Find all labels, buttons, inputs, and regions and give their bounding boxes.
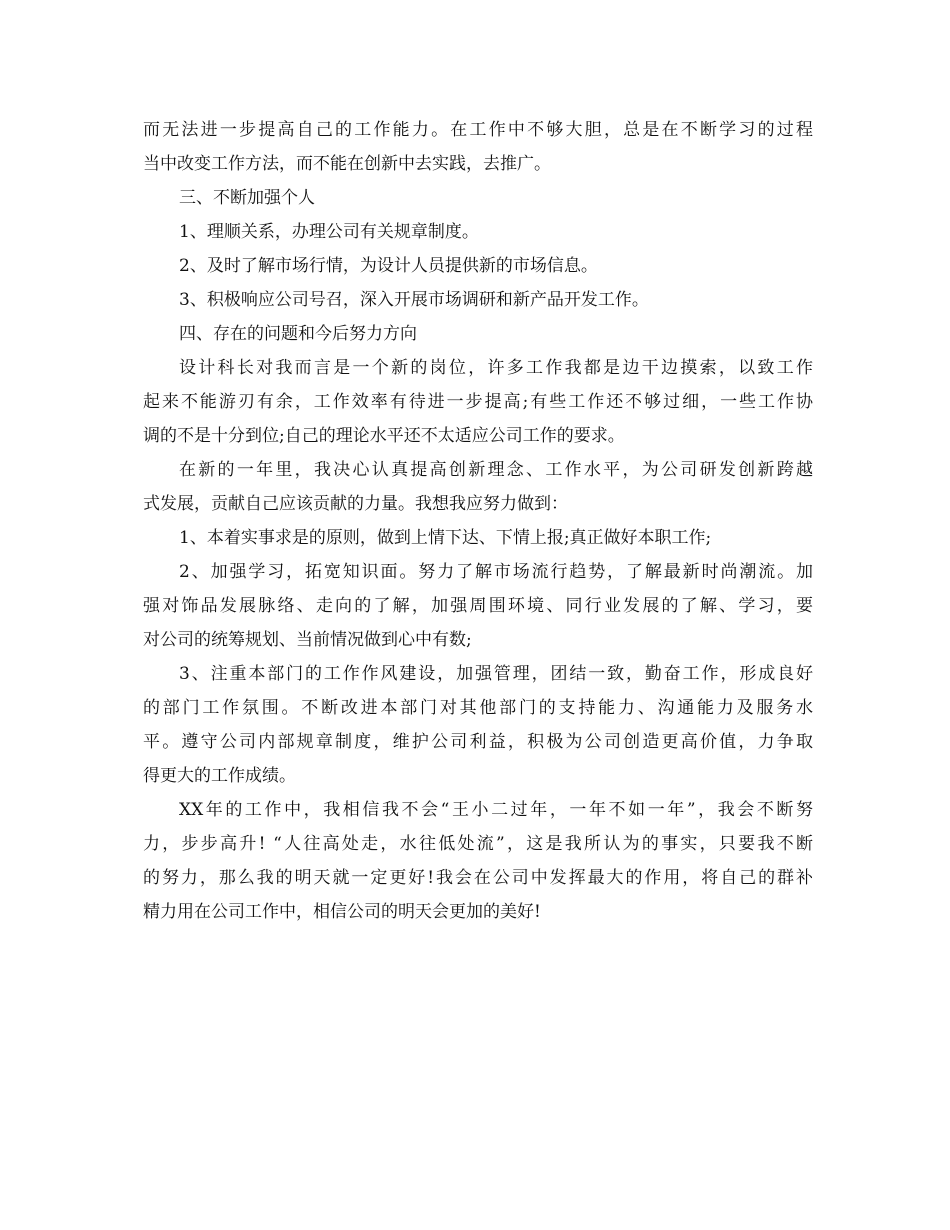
text-line: 得更大的工作成绩。 <box>143 766 296 786</box>
text-line: XX年的工作中，我相信我不会“王小二过年，一年不如一年”，我会不断努 <box>179 800 813 820</box>
text-line: 2、加强学习，拓宽知识面。努力了解市场流行趋势，了解最新时尚潮流。加 <box>179 562 813 582</box>
text-line: 调的不是十分到位;自己的理论水平还不太适应公司工作的要求。 <box>143 426 625 446</box>
text-line: 精力用在公司工作中，相信公司的明天会更加的美好! <box>143 902 541 922</box>
paragraph <box>143 351 813 453</box>
paragraph-continuation <box>143 113 813 181</box>
list-item <box>143 657 813 793</box>
text-line: 强对饰品发展脉络、走向的了解，加强周围环境、同行业发展的了解、学习，要 <box>143 596 813 616</box>
list-item: 2、及时了解市场行情，为设计人员提供新的市场信息。 <box>179 256 598 276</box>
list-item: 3、积极响应公司号召，深入开展市场调研和新产品开发工作。 <box>179 290 649 310</box>
text-line: 式发展，贡献自己应该贡献的力量。我想我应努力做到： <box>143 494 568 514</box>
list-item: 1、本着实事求是的原则，做到上情下达、下情上报;真正做好本职工作; <box>179 528 712 548</box>
text-line: 对公司的统筹规划、当前情况做到心中有数; <box>143 630 472 650</box>
text-line: 而无法进一步提高自己的工作能力。在工作中不够大胆，总是在不断学习的过程 <box>143 120 813 140</box>
list-item: 1、理顺关系，办理公司有关规章制度。 <box>179 222 479 242</box>
section-heading-4: 四、存在的问题和今后努力方向 <box>179 324 417 344</box>
text-line: 的部门工作氛围。不断改进本部门对其他部门的支持能力、沟通能力及服务水 <box>143 698 813 718</box>
list-item <box>143 555 813 657</box>
text-line: 起来不能游刃有余，工作效率有待进一步提高;有些工作还不够过细，一些工作协 <box>143 392 813 412</box>
section-heading-3: 三、不断加强个人 <box>179 188 315 208</box>
document-body <box>143 113 813 929</box>
text-line: 在新的一年里，我决心认真提高创新理念、工作水平，为公司研发创新跨越 <box>179 460 813 480</box>
paragraph <box>143 793 813 929</box>
text-line: 的努力，那么我的明天就一定更好!我会在公司中发挥最大的作用，将自己的群补 <box>143 868 813 888</box>
text-line: 力，步步高升! “人往高处走，水往低处流”，这是我所认为的事实，只要我不断 <box>143 834 813 854</box>
paragraph <box>143 453 813 521</box>
text-line: 当中改变工作方法，而不能在创新中去实践，去推广。 <box>143 154 551 174</box>
text-line: 平。遵守公司内部规章制度，维护公司利益，积极为公司创造更高价值，力争取 <box>143 732 813 752</box>
text-line: 3、注重本部门的工作作风建设，加强管理，团结一致，勤奋工作，形成良好 <box>179 664 813 684</box>
text-line: 设计科长对我而言是一个新的岗位，许多工作我都是边干边摸索，以致工作 <box>179 358 813 378</box>
